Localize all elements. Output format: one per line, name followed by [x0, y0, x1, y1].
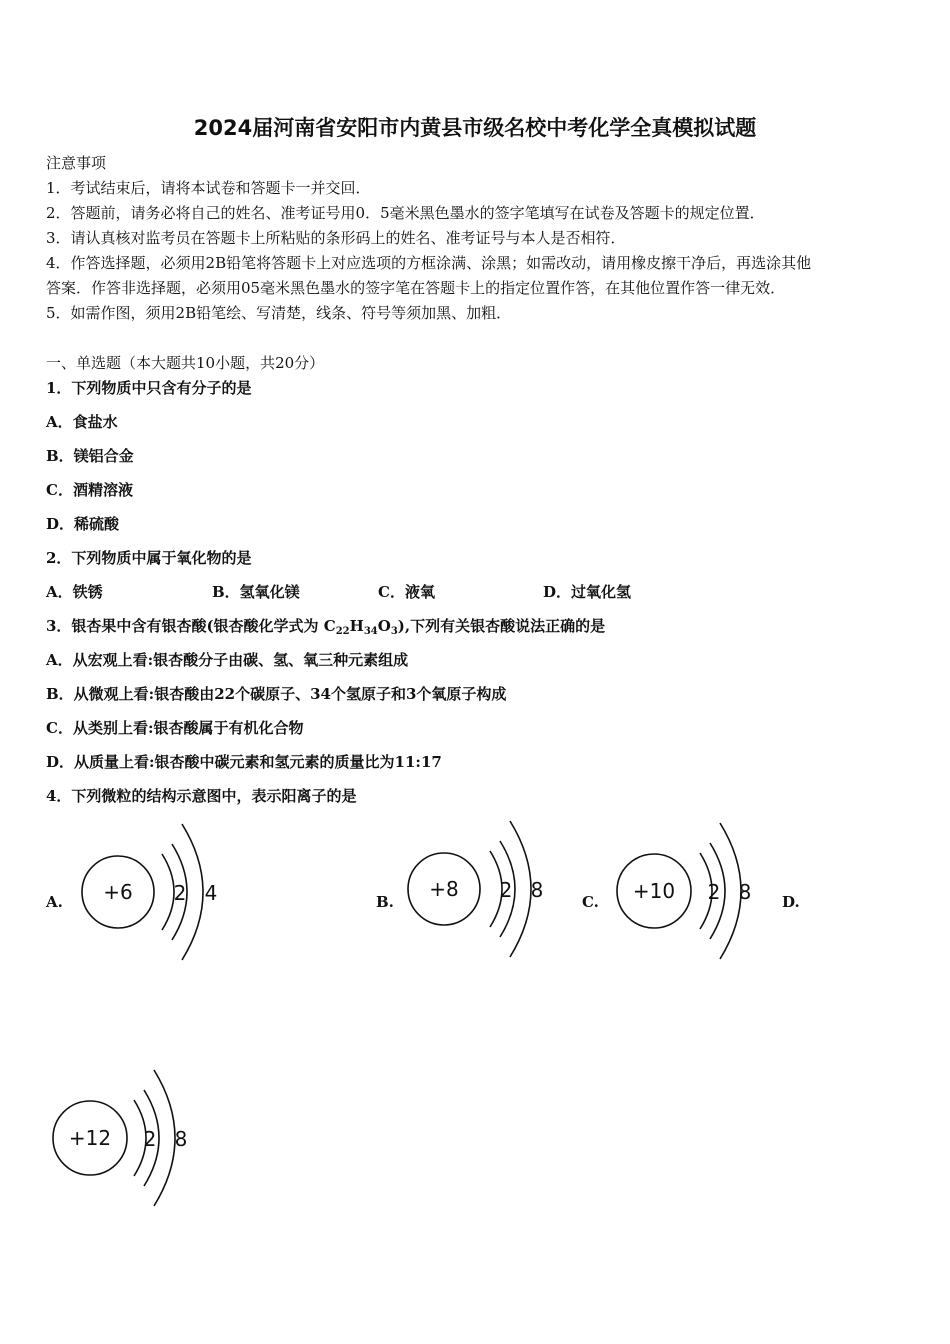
q3-option-d: D．从质量上看:银杏酸中碳元素和氢元素的质量比为11:17 [46, 753, 442, 771]
shell-2-electrons: 8 [530, 878, 544, 902]
q3-option-c: C．从类别上看:银杏酸属于有机化合物 [46, 719, 304, 737]
notice-item: 5．如需作图，须用2B铅笔绘、写清楚，线条、符号等须加黑、加粗． [46, 304, 512, 322]
shell-2-electrons: 8 [174, 1127, 188, 1151]
shell-1-electrons: 2 [707, 880, 721, 904]
q4-option-d-label: D. [782, 893, 800, 911]
nucleus-charge: +6 [103, 880, 133, 904]
notice-item: 1．考试结束后，请将本试卷和答题卡一并交回． [46, 179, 371, 197]
nucleus-charge: +8 [429, 877, 459, 901]
q3-option-b: B．从微观上看:银杏酸由22个碳原子、34个氢原子和3个氧原子构成 [46, 685, 507, 703]
page-title: 2024届河南省安阳市内黄县市级名校中考化学全真模拟试题 [193, 116, 757, 140]
q1-option-a: A．食盐水 [46, 413, 118, 431]
question-4-stem: 4．下列微粒的结构示意图中，表示阳离子的是 [46, 787, 357, 805]
notice-item: 4．作答选择题，必须用2B铅笔将答题卡上对应选项的方框涂满、涂黑；如需改动，请用橡皮擦干净后，再选涂其他 [46, 254, 812, 272]
q1-option-b: B．镁铝合金 [46, 447, 134, 465]
question-2-stem: 2．下列物质中属于氧化物的是 [46, 549, 252, 567]
shell-2-electrons: 8 [738, 880, 752, 904]
q3-option-a: A．从宏观上看:银杏酸分子由碳、氢、氧三种元素组成 [46, 651, 409, 669]
electron-shell-arc [510, 821, 531, 957]
atom-diagram-c [608, 817, 768, 967]
notice-item: 3．请认真核对监考员在答题卡上所粘贴的条形码上的姓名、准考证号与本人是否相符． [46, 229, 626, 247]
atom-diagram-d [44, 1064, 204, 1214]
q2-option-d: D．过氧化氢 [543, 583, 632, 601]
q2-option-c: C．液氧 [378, 583, 435, 601]
nucleus-charge: +12 [68, 1126, 112, 1150]
notice-item: 答案．作答非选择题，必须用05毫米黑色墨水的签字笔在答题卡上的指定位置作答，在其他位置作答一律无效． [46, 279, 786, 297]
shell-1-electrons: 2 [173, 881, 187, 905]
q2-option-b: B．氢氧化镁 [212, 583, 300, 601]
q1-option-d: D．稀硫酸 [46, 515, 120, 533]
nucleus-charge: +10 [632, 879, 676, 903]
atom-diagram-a [74, 818, 224, 968]
question-3-stem: 3．银杏果中含有银杏酸(银杏酸化学式为 $C_{22}H_{34}O_3$),下列有关银杏酸说法正确的是 [46, 617, 606, 637]
section-heading: 一、单选题（本大题共10小题，共20分） [46, 354, 325, 372]
shell-2-electrons: 4 [204, 881, 218, 905]
q1-option-c: C．酒精溶液 [46, 481, 133, 499]
electron-shell-arc [162, 854, 174, 930]
electron-shell-arc [154, 1070, 175, 1206]
atom-diagram-b [400, 815, 560, 965]
shell-1-electrons: 2 [143, 1127, 157, 1151]
q4-option-c-label: C. [582, 893, 599, 911]
notice-item: 2．答题前，请务必将自己的姓名、准考证号用0．5毫米黑色墨水的签字笔填写在试卷及答题卡的规定位置． [46, 204, 765, 222]
notice-heading: 注意事项 [46, 154, 107, 172]
q2-option-a: A．铁锈 [46, 583, 103, 601]
q4-option-b-label: B. [376, 893, 394, 911]
q4-option-a-label: A. [46, 893, 63, 911]
question-1-stem: 1．下列物质中只含有分子的是 [46, 379, 252, 397]
shell-1-electrons: 2 [499, 878, 513, 902]
